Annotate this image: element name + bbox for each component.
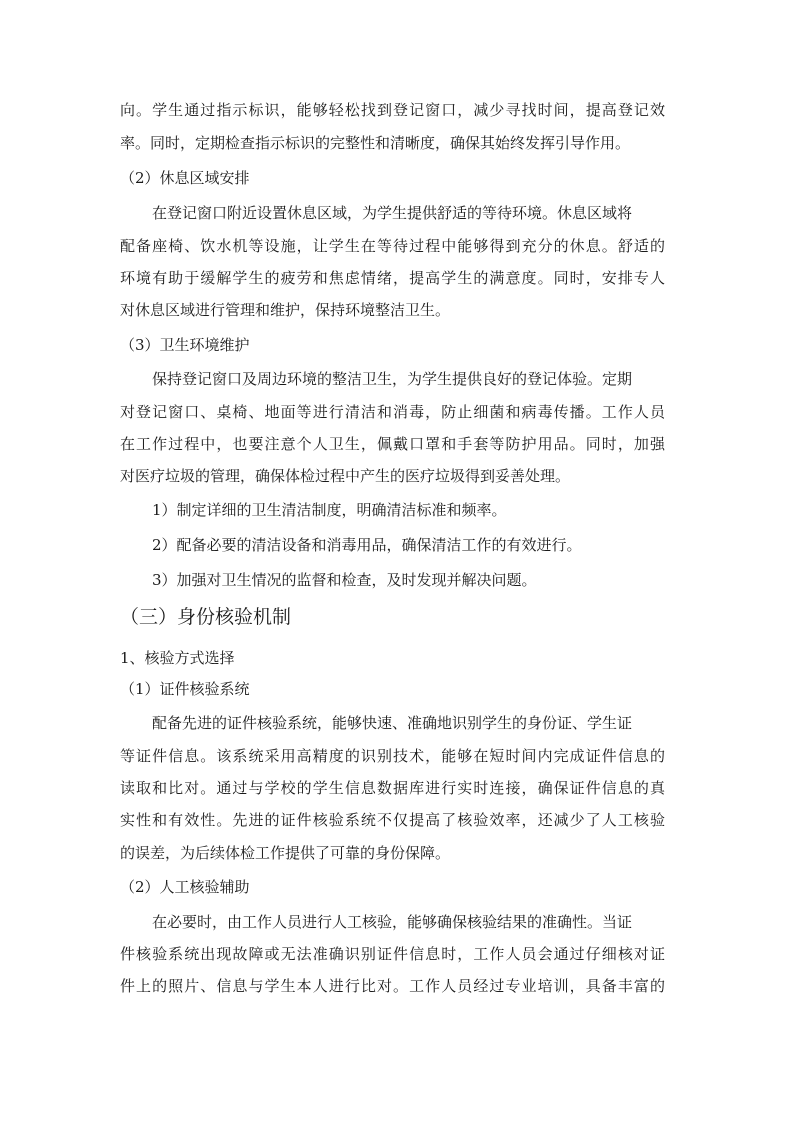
paragraph-line: 配备先进的证件核验系统，能够快速、准确地识别学生的身份证、学生证 xyxy=(152,714,633,732)
paragraph-line: 对休息区域进行管理和维护，保持环境整洁卫生。 xyxy=(120,301,451,319)
list-item: 2）配备必要的清洁设备和消毒用品，确保清洁工作的有效进行。 xyxy=(152,536,582,554)
paragraph-line: 配备座椅、饮水机等设施，让学生在等待过程中能够得到充分的休息。舒适的 xyxy=(120,237,665,255)
paragraph-line: 在必要时，由工作人员进行人工核验，能够确保核验结果的准确性。当证 xyxy=(152,913,633,931)
paragraph-line: 率。同时，定期检查指示标识的完整性和清晰度，确保其始终发挥引导作用。 xyxy=(120,134,631,152)
paragraph-line: 件核验系统出现故障或无法准确识别证件信息时，工作人员会通过仔细核对证 xyxy=(120,945,665,963)
paragraph-line: 在工作过程中，也要注意个人卫生，佩戴口罩和手套等防护用品。同时，加强 xyxy=(120,435,665,453)
paragraph-line: 保持登记窗口及周边环境的整洁卫生，为学生提供良好的登记体验。定期 xyxy=(152,370,633,388)
subheading-hygiene: （3）卫生环境维护 xyxy=(120,336,250,354)
section-heading: （三）身份核验机制 xyxy=(120,606,292,628)
paragraph-line: 件上的照片、信息与学生本人进行比对。工作人员经过专业培训，具备丰富的 xyxy=(120,977,665,995)
paragraph-line: 等证件信息。该系统采用高精度的识别技术，能够在短时间内完成证件信息的 xyxy=(120,747,665,765)
subheading-rest-area: （2）休息区域安排 xyxy=(120,169,250,187)
list-item: 1）制定详细的卫生清洁制度，明确清洁标准和频率。 xyxy=(152,501,507,519)
paragraph-line: 对登记窗口、桌椅、地面等进行清洁和消毒，防止细菌和病毒传播。工作人员 xyxy=(120,403,665,421)
paragraph-line: 在登记窗口附近设置休息区域，为学生提供舒适的等待环境。休息区域将 xyxy=(152,204,633,222)
paragraph-line: 对医疗垃圾的管理，确保体检过程中产生的医疗垃圾得到妥善处理。 xyxy=(120,467,571,485)
paragraph-line: 读取和比对。通过与学校的学生信息数据库进行实时连接，确保证件信息的真 xyxy=(120,779,665,797)
paragraph-line: 向。学生通过指示标识，能够轻松找到登记窗口，减少寻找时间，提高登记效 xyxy=(120,101,665,119)
subsection-heading: 1、核验方式选择 xyxy=(120,649,235,667)
subheading-manual: （2）人工核验辅助 xyxy=(120,878,250,896)
paragraph-line: 环境有助于缓解学生的疲劳和焦虑情绪，提高学生的满意度。同时，安排专人 xyxy=(120,269,665,287)
subheading-cert-system: （1）证件核验系统 xyxy=(120,680,250,698)
paragraph-line: 实性和有效性。先进的证件核验系统不仅提高了核验效率，还减少了人工核验 xyxy=(120,811,665,829)
paragraph-line: 的误差，为后续体检工作提供了可靠的身份保障。 xyxy=(120,844,451,862)
list-item: 3）加强对卫生情况的监督和检查，及时发现并解决问题。 xyxy=(152,571,537,589)
